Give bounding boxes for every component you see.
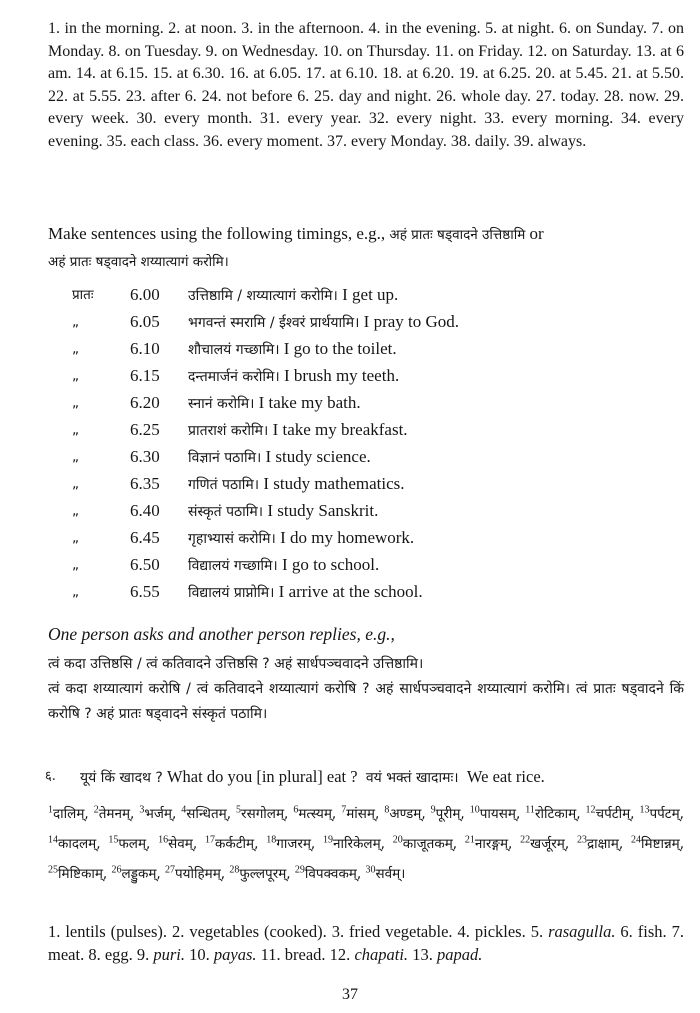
food-item-word: रसगोलम्, (241, 805, 289, 822)
food-item-word: मिष्टान्नम्, (641, 835, 685, 852)
schedule-label: „ (72, 584, 79, 600)
schedule-label: „ (72, 449, 79, 465)
food-item-number: 28 (229, 864, 240, 875)
schedule-row (72, 498, 672, 524)
food-item-number: 22 (520, 834, 531, 845)
dialogue-heading-block (48, 624, 684, 645)
schedule-row (72, 309, 672, 335)
food-item-sanskrit (525, 806, 580, 822)
example-sentence-2: अहं प्रातः षड्वादने शय्यात्यागं करोमि। (48, 254, 229, 270)
food-item-word: कादलम्, (58, 835, 101, 852)
activity-english: I do my homework. (280, 528, 415, 547)
schedule-time: 6.05 (130, 312, 160, 331)
schedule-row (72, 363, 672, 389)
schedule-time: 6.40 (130, 501, 160, 520)
food-item-sanskrit (266, 836, 315, 852)
schedule-row (72, 444, 672, 470)
food-item-sanskrit (165, 866, 225, 882)
schedule-label: „ (72, 368, 79, 384)
food-item-word: अण्डम्, (389, 805, 426, 822)
food-item-sanskrit (365, 866, 405, 882)
schedule-label: „ (72, 476, 79, 492)
food-item-sanskrit (111, 866, 160, 882)
activity-sanskrit: गणितं पठामि। (188, 477, 260, 493)
food-item-number: 4 (181, 804, 187, 815)
schedule-time: 6.20 (130, 393, 160, 412)
exercise-instruction (48, 221, 684, 275)
food-list-english (48, 920, 684, 966)
schedule-row (72, 552, 672, 578)
food-item-sanskrit (465, 836, 512, 852)
activity-english: I brush my teeth. (284, 366, 400, 385)
food-item-sanskrit (48, 836, 101, 852)
activity-english: I study science. (265, 447, 371, 466)
answer-english: We eat rice. (466, 767, 545, 786)
schedule-time: 6.00 (130, 285, 160, 304)
dialogue-heading: One person asks and another person replies, e.g., (48, 624, 395, 644)
food-text: 11. bread. 12. (256, 945, 355, 964)
activity-english: I study mathematics. (263, 474, 405, 493)
food-item-word: मिष्टिकाम्, (58, 865, 108, 882)
food-text: 1. lentils (pulses). 2. vegetables (cooked). 3. fried vegetable. 4. pickles. 5. (48, 922, 549, 941)
food-item-number: 16 (158, 834, 169, 845)
schedule-time: 6.15 (130, 366, 160, 385)
food-item-number: 25 (48, 864, 58, 875)
food-item-sanskrit (158, 836, 197, 852)
schedule-time: 6.30 (130, 447, 160, 466)
schedule-row (72, 471, 672, 497)
activity-sanskrit: उत्तिष्ठामि / शय्यात्यागं करोमि। (188, 288, 338, 304)
schedule-activity (188, 417, 408, 444)
food-item-number: 17 (204, 834, 215, 845)
food-item-sanskrit (470, 806, 521, 822)
food-item-word: सन्धितम्, (186, 805, 232, 822)
schedule-label: „ (72, 422, 79, 438)
food-item-sanskrit (181, 806, 231, 822)
food-item-number: 10 (469, 804, 480, 815)
food-item-word: कर्कटीम्, (214, 835, 259, 852)
food-item-number: 18 (266, 834, 277, 845)
food-item-sanskrit (295, 866, 361, 882)
food-item-word: पर्पटम्, (649, 805, 684, 822)
food-item-sanskrit (341, 806, 379, 822)
food-item-sanskrit (393, 836, 457, 852)
activity-english: I study Sanskrit. (267, 501, 379, 520)
schedule-time: 6.35 (130, 474, 160, 493)
food-item-number: 9 (430, 804, 436, 815)
schedule-activity (188, 579, 423, 606)
activity-english: I take my bath. (258, 393, 361, 412)
food-item-number: 29 (294, 864, 305, 875)
food-item-number: 11 (525, 804, 535, 815)
food-item-sanskrit (108, 836, 150, 852)
question-line (80, 765, 545, 790)
activity-english: I pray to God. (363, 312, 460, 331)
food-item-word: चर्पटीम्, (595, 805, 635, 822)
activity-sanskrit: स्नानं करोमि। (188, 396, 255, 412)
exercise-intro (48, 221, 684, 275)
food-item-sanskrit (293, 806, 336, 822)
food-item-word: सर्वम्। (375, 865, 406, 882)
time-phrases-block (48, 18, 684, 153)
food-item-word: पायसम्, (479, 805, 521, 822)
schedule-row (72, 579, 672, 605)
schedule-time: 6.45 (130, 528, 160, 547)
dialogue-block (48, 652, 684, 727)
activity-sanskrit: दन्तमार्जनं करोमि। (188, 369, 280, 385)
activity-sanskrit: विद्यालयं प्राप्नोमि। (188, 585, 275, 601)
food-item-number: 19 (323, 834, 334, 845)
activity-english: I get up. (342, 285, 399, 304)
food-term-italic: payas. (213, 945, 257, 964)
food-item-number: 5 (236, 804, 242, 815)
food-item-number: 6 (293, 804, 299, 815)
schedule-row (72, 417, 672, 443)
schedule-label: „ (72, 503, 79, 519)
food-text: 6. fish. 7. meat. 8. egg. 9. (48, 922, 685, 964)
schedule-row (72, 336, 672, 362)
food-item-sanskrit (236, 806, 288, 822)
question-english: What do you [in plural] eat ? (166, 767, 358, 786)
activity-sanskrit: संस्कृतं पठामि। (188, 504, 264, 520)
food-list-sanskrit (48, 797, 684, 887)
section-number: ६. (45, 769, 56, 784)
schedule-activity (188, 282, 398, 309)
activity-sanskrit: विद्यालयं गच्छामि। (188, 558, 278, 574)
food-item-number: 15 (108, 834, 119, 845)
food-term-italic: rasagulla. (548, 922, 616, 941)
food-item-sanskrit (431, 806, 465, 822)
food-item-number: 24 (631, 834, 641, 845)
schedule-activity (188, 552, 379, 579)
schedule-row (72, 282, 672, 308)
food-item-word: मांसम्, (346, 805, 380, 822)
food-item-word: मत्स्यम्, (298, 805, 337, 822)
schedule-activity (188, 309, 459, 336)
activity-sanskrit: शौचालयं गच्छामि। (188, 342, 280, 358)
schedule-row (72, 390, 672, 416)
schedule-label: „ (72, 395, 79, 411)
food-item-number: 20 (392, 834, 403, 845)
food-item-word: गाजरम्, (276, 835, 316, 852)
food-item-word: पयोहिमम्, (174, 865, 226, 882)
activity-sanskrit: गृहाभ्यासं करोमि। (188, 531, 276, 547)
food-list-sanskrit-block (48, 797, 684, 887)
food-term-italic: puri. (153, 945, 186, 964)
schedule-label: „ (72, 530, 79, 546)
food-item-number: 1 (48, 804, 53, 815)
food-text: 10. (185, 945, 214, 964)
food-item-word: फुल्लपूरम्, (239, 865, 291, 882)
schedule-activity (188, 498, 378, 525)
food-item-sanskrit (139, 806, 176, 822)
food-item-word: दालिम्, (53, 805, 89, 822)
food-item-sanskrit (48, 806, 89, 822)
food-item-word: विपक्वकम्, (304, 865, 362, 882)
activity-sanskrit: विज्ञानं पठामि। (188, 450, 262, 466)
food-item-word: खर्जूरम्, (530, 835, 570, 852)
food-list-english-block (48, 920, 684, 966)
schedule-activity (188, 336, 397, 363)
food-item-number: 8 (384, 804, 390, 815)
food-item-sanskrit (48, 866, 107, 882)
food-item-word: द्राक्षाम्, (586, 835, 624, 852)
food-item-number: 12 (585, 804, 596, 815)
schedule-label: प्रातः (72, 287, 94, 303)
answer-sanskrit: वयं भक्तं खादामः। (365, 770, 459, 786)
activity-english: I go to school. (281, 555, 380, 574)
food-item-number: 23 (576, 834, 587, 845)
page-number: 37 (342, 986, 358, 1003)
schedule-label: „ (72, 314, 79, 330)
food-text: 13. (408, 945, 437, 964)
instruction-text: Make sentences using the following timings, e.g., (48, 224, 386, 243)
food-item-sanskrit (94, 806, 135, 822)
food-item-sanskrit (229, 866, 290, 882)
food-item-word: पूरीम्, (435, 805, 465, 822)
food-term-italic: papad. (436, 945, 483, 964)
question-sanskrit: यूयं किं खादथ ? (80, 770, 163, 786)
food-item-word: तेमनम्, (98, 805, 135, 822)
schedule-time: 6.55 (130, 582, 160, 601)
schedule-activity (188, 525, 414, 552)
food-item-number: 2 (93, 804, 99, 815)
activity-english: I arrive at the school. (278, 582, 423, 601)
activity-sanskrit: प्रातराशं करोमि। (188, 423, 269, 439)
food-item-sanskrit (384, 806, 425, 822)
schedule-activity (188, 390, 361, 417)
food-item-word: नारङ्गम्, (474, 835, 513, 852)
food-item-word: सेवम्, (168, 835, 198, 852)
food-item-number: 7 (341, 804, 347, 815)
schedule-label: „ (72, 341, 79, 357)
schedule-row (72, 525, 672, 551)
food-item-number: 3 (139, 804, 145, 815)
food-item-number: 13 (639, 804, 650, 815)
dialogue-line-1: त्वं कदा उत्तिष्ठसि / त्वं कतिवादने उत्तिष्ठसि ? अहं सार्धपञ्चवादने उत्तिष्ठामि। (48, 656, 424, 672)
food-item-number: 21 (464, 834, 475, 845)
instruction-or: or (529, 224, 544, 243)
food-item-sanskrit (577, 836, 623, 852)
food-item-sanskrit (639, 806, 684, 822)
food-item-word: फलम्, (118, 835, 151, 852)
schedule-time: 6.25 (130, 420, 160, 439)
dialogue-line-2: त्वं कदा शय्यात्यागं करोषि / त्वं कतिवादने शय्यात्यागं करोषि ? अहं सार्धपञ्चवादने शय्यात्यागं करोमि। त्वं प्रातः षड्वादने किं करोषि ? अहं प्रातः षड्वादने संस्कृतं पठामि। (48, 681, 684, 722)
food-term-italic: chapati. (354, 945, 409, 964)
food-item-sanskrit (323, 836, 385, 852)
food-item-word: भर्जम्, (144, 805, 177, 822)
activity-english: I go to the toilet. (283, 339, 397, 358)
schedule-activity (188, 363, 399, 390)
activity-sanskrit: भगवन्तं स्मरामि / ईश्वरं प्रार्थयामि। (188, 315, 360, 331)
food-item-sanskrit (520, 836, 569, 852)
food-item-number: 14 (48, 834, 58, 845)
food-item-word: काजूतकम्, (402, 835, 458, 852)
food-item-word: रोटिकाम्, (534, 805, 581, 822)
food-item-word: नारिकेलम्, (333, 835, 385, 852)
schedule-activity (188, 471, 405, 498)
example-sentence-1: अहं प्रातः षड्वादने उत्तिष्ठामि (389, 227, 526, 243)
schedule-time: 6.10 (130, 339, 160, 358)
food-item-number: 27 (164, 864, 175, 875)
food-item-number: 30 (365, 864, 376, 875)
food-item-sanskrit (205, 836, 258, 852)
food-item-word: लड्डुकम्, (121, 865, 161, 882)
time-phrases-list: 1. in the morning. 2. at noon. 3. in the afternoon. 4. in the evening. 5. at night. 6. on Sunday. 7. on Monday. 8. on Tuesday. 9. on Wednesday. 10. on Thursday. 11. on Friday. 12. on Saturday. 13. at 6 am. 14. at 6.15. 15. at 6.30. 16. at 6.05. 17. at 6.10. 18. at 6.20. 19. at 6.25. 20. at 5.45. 21. at 5.50. 22. at 5.55. 23. after 6. 24. not before 6. 25. day and night. 26. whole day. 27. today. 28. now. 29. every week. 30. every month. 31. every year. 32. every night. 33. every morning. 34. every evening. 35. each class. 36. every moment. 37. every Monday. 38. daily. 39. always. (48, 20, 684, 150)
food-item-number: 26 (111, 864, 122, 875)
schedule-time: 6.50 (130, 555, 160, 574)
food-item-sanskrit (586, 806, 635, 822)
food-item-sanskrit (631, 836, 684, 852)
schedule-activity (188, 444, 371, 471)
activity-english: I take my breakfast. (272, 420, 408, 439)
schedule-label: „ (72, 557, 79, 573)
